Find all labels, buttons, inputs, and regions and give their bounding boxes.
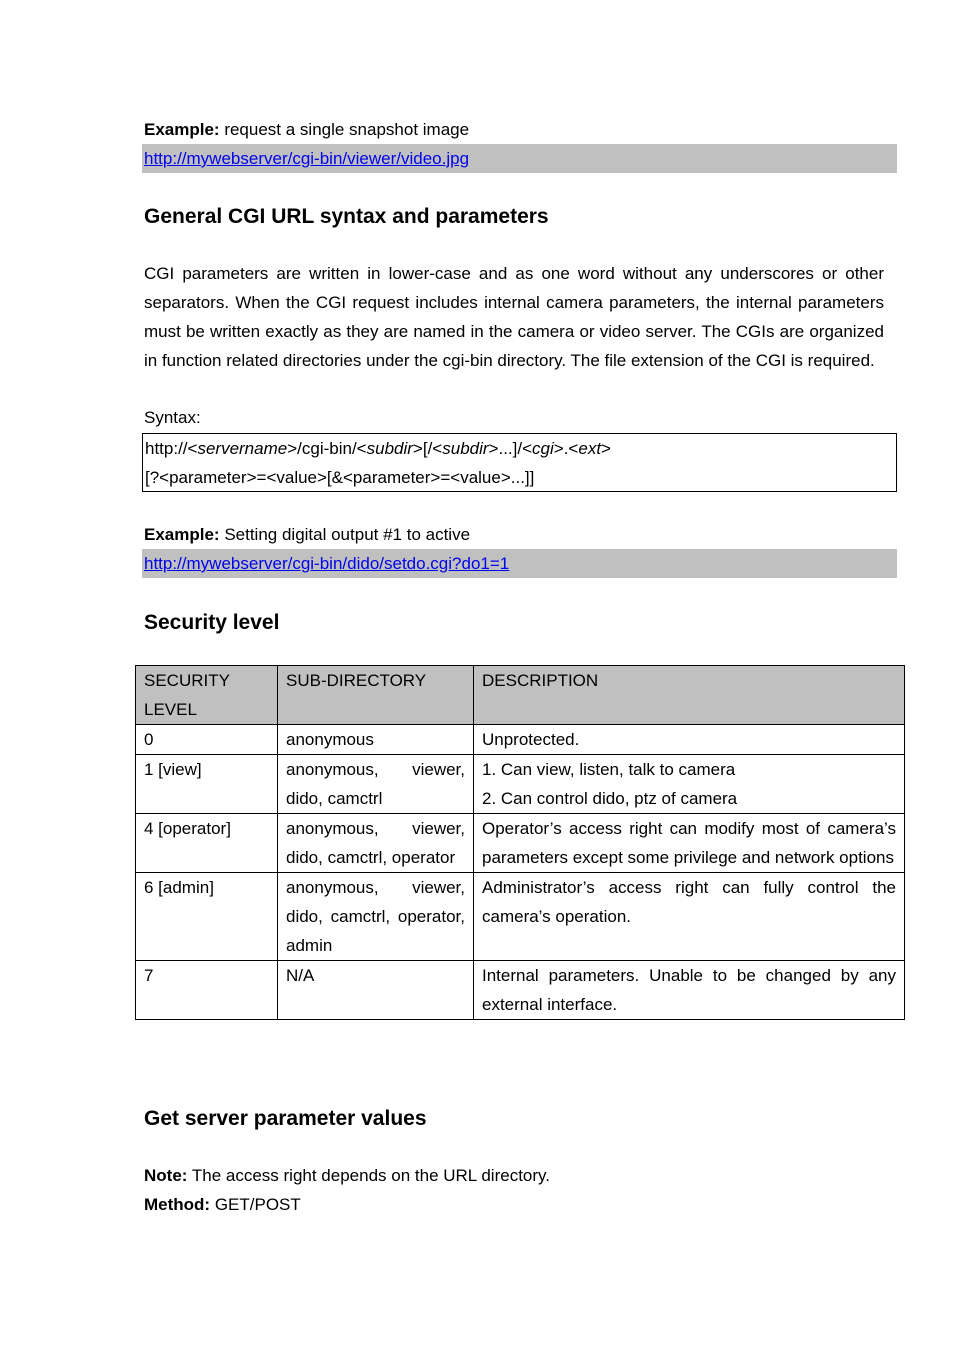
cell-desc: Administrator’s access right can fully control the camera’s operation.: [474, 873, 905, 961]
cell-subdir: anonymous, viewer, dido, camctrl: [278, 755, 474, 814]
syntax-box: [142, 433, 897, 492]
cgi-description-paragraph: CGI parameters are written in lower-case and as one word without any underscores or other separators. When the CGI request includes internal camera parameters, the internal parameters must be written exactly as they are named in the camera or video server. The CGIs are organized in function related directories under the cgi-bin directory. The file extension of the CGI is required.: [144, 264, 884, 370]
syntax-line-1: http://<servername>/cgi-bin/<subdir>[/<subdir>...]/<cgi>.<ext>: [145, 439, 611, 458]
syntax-line-2: [?<parameter>=<value>[&<parameter>=<value>...]]: [145, 468, 535, 487]
cell-level: 7: [136, 961, 278, 1020]
method-label: Method:: [144, 1195, 211, 1214]
example2-label: Example:: [144, 525, 220, 544]
table-row: [136, 755, 905, 814]
note-text: The access right depends on the URL directory.: [187, 1166, 550, 1185]
cell-subdir: N/A: [278, 961, 474, 1020]
cell-subdir: anonymous, viewer, dido, camctrl, operator, admin: [278, 873, 474, 961]
example1-text: request a single snapshot image: [219, 120, 470, 139]
table-row: [136, 725, 905, 755]
section-heading-cgi-syntax: General CGI URL syntax and parameters: [144, 205, 549, 228]
method-text: GET/POST: [210, 1195, 301, 1214]
table-row: [136, 961, 905, 1020]
example2-line: [144, 520, 470, 549]
section-heading-get-server-params: Get server parameter values: [144, 1107, 427, 1130]
cell-desc-line: 2. Can control dido, ptz of camera: [482, 789, 738, 808]
table-row: [136, 814, 905, 873]
header-security-level: SECURITY LEVEL: [136, 666, 278, 725]
note-label: Note:: [144, 1166, 188, 1185]
cell-desc: Internal parameters. Unable to be changed by any external interface.: [474, 961, 905, 1020]
cell-desc: Operator’s access right can modify most of camera’s parameters except some privilege and network options: [474, 814, 905, 873]
example2-code-bar: [142, 549, 897, 578]
cell-level: 0: [136, 725, 278, 755]
table-row: [136, 873, 905, 961]
cell-desc: [474, 755, 905, 814]
section-heading-security-level: Security level: [144, 611, 280, 634]
cell-level: 6 [admin]: [136, 873, 278, 961]
cell-subdir: anonymous, viewer, dido, camctrl, operator: [278, 814, 474, 873]
header-sub-directory: SUB-DIRECTORY: [278, 666, 474, 725]
note-line: [144, 1161, 550, 1190]
cell-level: 1 [view]: [136, 755, 278, 814]
example1-label: Example:: [144, 120, 220, 139]
method-line: [144, 1190, 301, 1219]
example1-line: [144, 115, 469, 144]
example2-url-link[interactable]: http://mywebserver/cgi-bin/dido/setdo.cgi?do1=1: [144, 554, 510, 573]
syntax-label: Syntax:: [144, 408, 201, 427]
cell-desc: Unprotected.: [474, 725, 905, 755]
header-description: DESCRIPTION: [474, 666, 905, 725]
cell-subdir: anonymous: [278, 725, 474, 755]
example2-text: Setting digital output #1 to active: [219, 525, 471, 544]
security-level-table: [135, 665, 905, 1020]
example1-url-link[interactable]: http://mywebserver/cgi-bin/viewer/video.jpg: [144, 149, 470, 168]
cell-level: 4 [operator]: [136, 814, 278, 873]
cell-desc-line: 1. Can view, listen, talk to camera: [482, 760, 736, 779]
table-header-row: [136, 666, 905, 725]
example1-code-bar: [142, 144, 897, 173]
